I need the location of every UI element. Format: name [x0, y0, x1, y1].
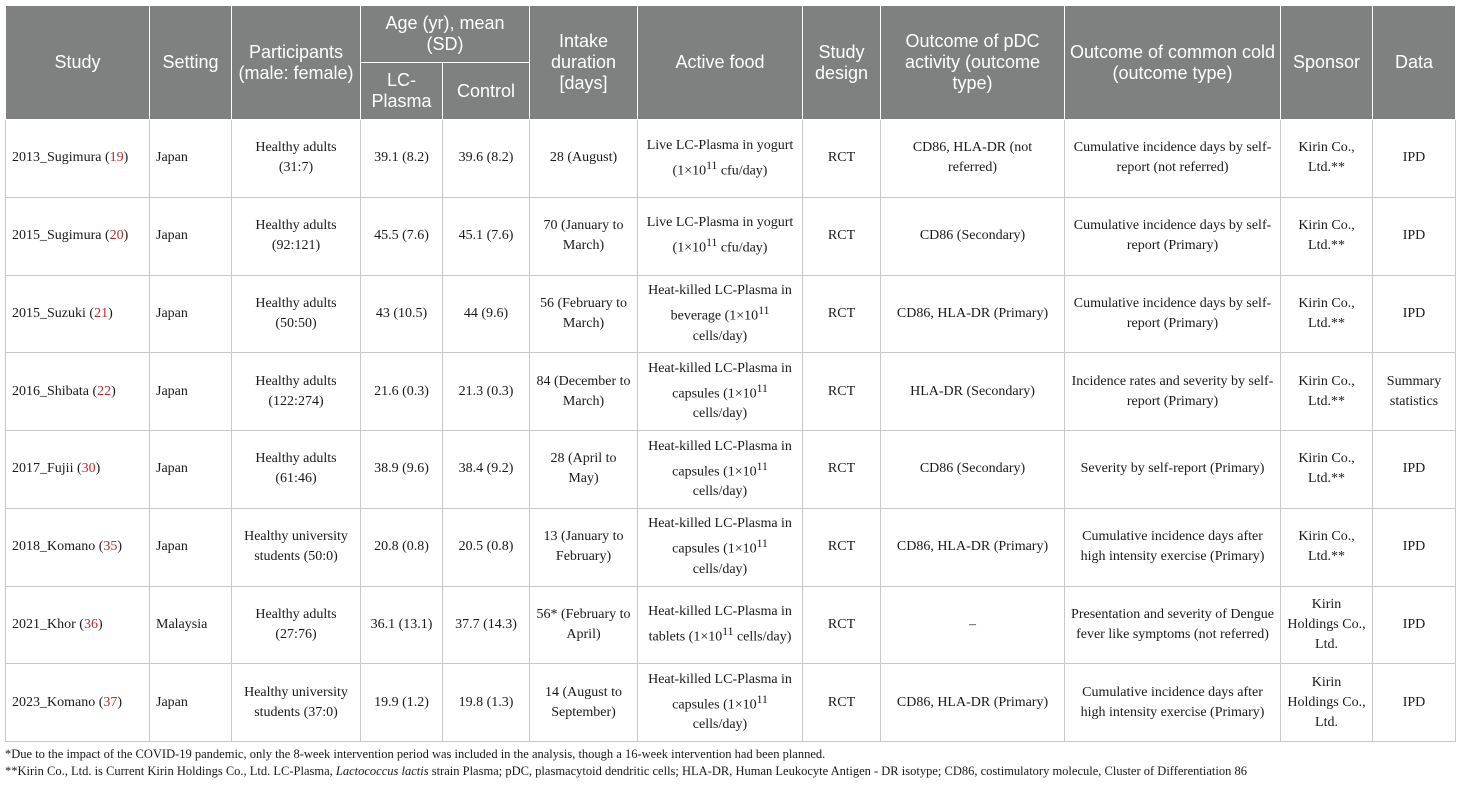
- sponsor-cell: Kirin Co., Ltd.**: [1281, 275, 1373, 353]
- data-cell: IPD: [1373, 120, 1456, 198]
- header-participants: Participants (male: female): [232, 6, 361, 120]
- sponsor-cell: Kirin Co., Ltd.**: [1281, 197, 1373, 275]
- design-cell: RCT: [803, 586, 881, 664]
- study-cell: 2018_Komano (35): [6, 508, 150, 586]
- sponsor-cell: Kirin Co., Ltd.**: [1281, 508, 1373, 586]
- header-setting: Setting: [150, 6, 232, 120]
- header-data: Data: [1373, 6, 1456, 120]
- setting-cell: Japan: [150, 431, 232, 509]
- study-cell: 2023_Komano (37): [6, 664, 150, 742]
- participants-cell: Healthy adults (61:46): [232, 431, 361, 509]
- food-cell: Heat-killed LC-Plasma in capsules ($1\times 10^{11}$ cells/day): [638, 431, 803, 509]
- study-cell: 2015_Suzuki (21): [6, 275, 150, 353]
- intake-cell: 13 (January to February): [530, 508, 638, 586]
- table-row: [6, 353, 1456, 431]
- reference-link[interactable]: 20: [109, 228, 124, 244]
- participants-cell: Healthy adults (31:7): [232, 120, 361, 198]
- intake-cell: 28 (August): [530, 120, 638, 198]
- age-control-cell: 38.4 (9.2): [443, 431, 530, 509]
- study-cell: 2015_Sugimura (20): [6, 197, 150, 275]
- pdc-cell: CD86, HLA-DR (Primary): [881, 664, 1065, 742]
- header-pdc: Outcome of pDC activity (outcome type): [881, 6, 1065, 120]
- cold-cell: Cumulative incidence days by self-report (Primary): [1065, 197, 1281, 275]
- cold-cell: Cumulative incidence days by self-report (Primary): [1065, 275, 1281, 353]
- sponsor-cell: Kirin Co., Ltd.**: [1281, 431, 1373, 509]
- study-cell: 2013_Sugimura (19): [6, 120, 150, 198]
- header-sponsor: Sponsor: [1281, 6, 1373, 120]
- age-control-cell: 20.5 (0.8): [443, 508, 530, 586]
- reference-link[interactable]: 19: [109, 150, 124, 166]
- data-cell: IPD: [1373, 197, 1456, 275]
- data-cell: IPD: [1373, 586, 1456, 664]
- design-cell: RCT: [803, 275, 881, 353]
- sponsor-cell: Kirin Holdings Co., Ltd.: [1281, 586, 1373, 664]
- cold-cell: Presentation and severity of Dengue fever like symptoms (not referred): [1065, 586, 1281, 664]
- pdc-cell: CD86, HLA-DR (Primary): [881, 508, 1065, 586]
- pdc-cell: CD86, HLA-DR (not referred): [881, 120, 1065, 198]
- design-cell: RCT: [803, 508, 881, 586]
- age-lc-cell: 20.8 (0.8): [361, 508, 443, 586]
- food-cell: Live LC-Plasma in yogurt ($1\times 10^{11}$ cfu/day): [638, 197, 803, 275]
- cold-cell: Cumulative incidence days after high intensity exercise (Primary): [1065, 508, 1281, 586]
- food-cell: Heat-killed LC-Plasma in capsules ($1\times 10^{11}$ cells/day): [638, 353, 803, 431]
- design-cell: RCT: [803, 664, 881, 742]
- data-cell: IPD: [1373, 431, 1456, 509]
- participants-cell: Healthy university students (37:0): [232, 664, 361, 742]
- table-row: [6, 508, 1456, 586]
- header-age-control: Control: [443, 63, 530, 120]
- cold-cell: Incidence rates and severity by self-report (Primary): [1065, 353, 1281, 431]
- participants-cell: Healthy adults (27:76): [232, 586, 361, 664]
- participants-cell: Healthy adults (92:121): [232, 197, 361, 275]
- intake-cell: 28 (April to May): [530, 431, 638, 509]
- participants-cell: Healthy adults (122:274): [232, 353, 361, 431]
- participants-cell: Healthy adults (50:50): [232, 275, 361, 353]
- reference-link[interactable]: 21: [94, 305, 109, 321]
- setting-cell: Japan: [150, 120, 232, 198]
- intake-cell: 70 (January to March): [530, 197, 638, 275]
- age-control-cell: 37.7 (14.3): [443, 586, 530, 664]
- header-study: Study: [6, 6, 150, 120]
- age-control-cell: 45.1 (7.6): [443, 197, 530, 275]
- food-cell: Live LC-Plasma in yogurt ($1\times 10^{11}$ cfu/day): [638, 120, 803, 198]
- sponsor-cell: Kirin Co., Ltd.**: [1281, 353, 1373, 431]
- sponsor-cell: Kirin Co., Ltd.**: [1281, 120, 1373, 198]
- age-lc-cell: 43 (10.5): [361, 275, 443, 353]
- header-intake: Intake duration [days]: [530, 6, 638, 120]
- header-food: Active food: [638, 6, 803, 120]
- setting-cell: Japan: [150, 197, 232, 275]
- age-control-cell: 21.3 (0.3): [443, 353, 530, 431]
- data-cell: IPD: [1373, 664, 1456, 742]
- data-cell: IPD: [1373, 508, 1456, 586]
- footnote-covid: *Due to the impact of the COVID-19 pandemic, only the 8-week intervention period was included in the analysis, though a 16-week intervention had been planned.: [5, 747, 826, 761]
- pdc-cell: HLA-DR (Secondary): [881, 353, 1065, 431]
- age-control-cell: 39.6 (8.2): [443, 120, 530, 198]
- setting-cell: Japan: [150, 664, 232, 742]
- design-cell: RCT: [803, 120, 881, 198]
- reference-link[interactable]: 22: [97, 383, 112, 399]
- table-row: [6, 275, 1456, 353]
- cold-cell: Cumulative incidence days by self-report (not referred): [1065, 120, 1281, 198]
- design-cell: RCT: [803, 431, 881, 509]
- cold-cell: Severity by self-report (Primary): [1065, 431, 1281, 509]
- reference-link[interactable]: 37: [103, 694, 118, 710]
- header-design: Study design: [803, 6, 881, 120]
- table-row: [6, 664, 1456, 742]
- reference-link[interactable]: 35: [103, 539, 118, 555]
- setting-cell: Japan: [150, 353, 232, 431]
- table-row: [6, 197, 1456, 275]
- food-cell: Heat-killed LC-Plasma in capsules ($1\times 10^{11}$ cells/day): [638, 508, 803, 586]
- study-cell: 2017_Fujii (30): [6, 431, 150, 509]
- setting-cell: Japan: [150, 508, 232, 586]
- design-cell: RCT: [803, 197, 881, 275]
- food-cell: Heat-killed LC-Plasma in beverage ($1\times 10^{11}$ cells/day): [638, 275, 803, 353]
- intake-cell: 56 (February to March): [530, 275, 638, 353]
- food-cell: Heat-killed LC-Plasma in tablets ($1\times 10^{11}$ cells/day): [638, 586, 803, 664]
- table-row: [6, 431, 1456, 509]
- age-control-cell: 19.8 (1.3): [443, 664, 530, 742]
- studies-table: [5, 5, 1456, 742]
- food-cell: Heat-killed LC-Plasma in capsules ($1\times 10^{11}$ cells/day): [638, 664, 803, 742]
- age-lc-cell: 38.9 (9.6): [361, 431, 443, 509]
- pdc-cell: CD86 (Secondary): [881, 197, 1065, 275]
- study-cell: 2016_Shibata (22): [6, 353, 150, 431]
- reference-link[interactable]: 30: [81, 461, 96, 477]
- age-control-cell: 44 (9.6): [443, 275, 530, 353]
- setting-cell: Malaysia: [150, 586, 232, 664]
- intake-cell: 14 (August to September): [530, 664, 638, 742]
- cold-cell: Cumulative incidence days after high intensity exercise (Primary): [1065, 664, 1281, 742]
- table-footnotes: [5, 746, 1455, 780]
- pdc-cell: CD86 (Secondary): [881, 431, 1065, 509]
- age-lc-cell: 45.5 (7.6): [361, 197, 443, 275]
- data-cell: IPD: [1373, 275, 1456, 353]
- participants-cell: Healthy university students (50:0): [232, 508, 361, 586]
- reference-link[interactable]: 36: [83, 616, 98, 632]
- header-cold: Outcome of common cold (outcome type): [1065, 6, 1281, 120]
- age-lc-cell: 19.9 (1.2): [361, 664, 443, 742]
- pdc-cell: –: [881, 586, 1065, 664]
- sponsor-cell: Kirin Holdings Co., Ltd.: [1281, 664, 1373, 742]
- footnote-abbreviations: **Kirin Co., Ltd. is Current Kirin Holdings Co., Ltd. LC-Plasma, Lactococcus lactis strain Plasma; pDC, plasmacytoid dendritic cells; HLA-DR, Human Leukocyte Antigen - DR isotype; CD86, costimulatory molecule, Cluster of Differentiation 86: [5, 764, 1247, 778]
- age-lc-cell: 39.1 (8.2): [361, 120, 443, 198]
- design-cell: RCT: [803, 353, 881, 431]
- study-cell: 2021_Khor (36): [6, 586, 150, 664]
- table-row: [6, 586, 1456, 664]
- age-lc-cell: 36.1 (13.1): [361, 586, 443, 664]
- pdc-cell: CD86, HLA-DR (Primary): [881, 275, 1065, 353]
- intake-cell: 56* (February to April): [530, 586, 638, 664]
- setting-cell: Japan: [150, 275, 232, 353]
- data-cell: Summary statistics: [1373, 353, 1456, 431]
- age-lc-cell: 21.6 (0.3): [361, 353, 443, 431]
- table-row: [6, 120, 1456, 198]
- intake-cell: 84 (December to March): [530, 353, 638, 431]
- header-age-lc: LC-Plasma: [361, 63, 443, 120]
- header-age: Age (yr), mean (SD): [361, 6, 530, 63]
